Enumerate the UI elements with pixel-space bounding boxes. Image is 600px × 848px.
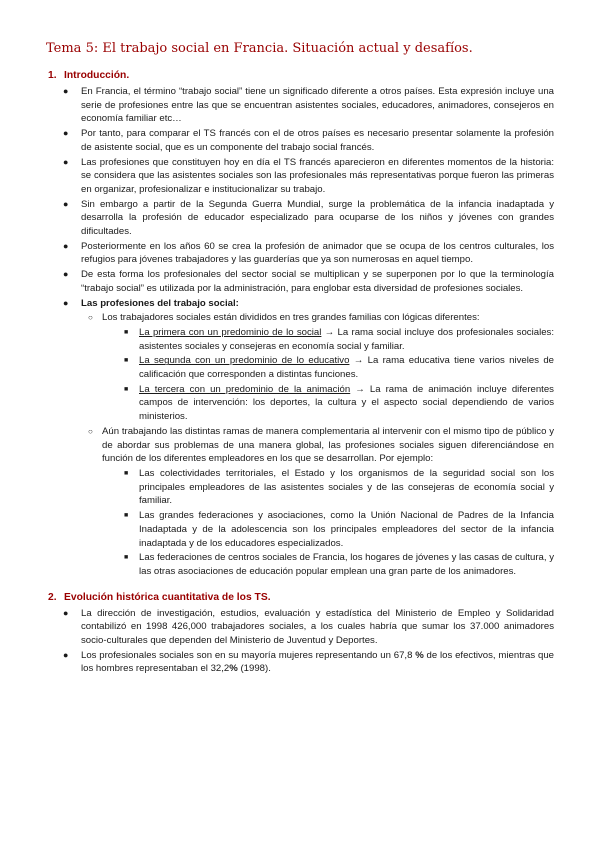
percent-sign: % — [229, 663, 238, 675]
square-bullet-icon: ■ — [124, 469, 129, 477]
list-item — [44, 383, 554, 424]
section-heading-introduccion — [48, 68, 554, 84]
section-number: 2. — [48, 591, 57, 603]
bullet-icon: ● — [63, 156, 69, 167]
square-bullet-icon: ■ — [124, 357, 129, 365]
list-item — [44, 127, 554, 154]
list-item-text: Las federaciones de centros sociales de Francia, los hogares de jóvenes y las casas de cultura, y las otras asociaciones de educación popular emplean una gran parte de los animadores. — [139, 552, 554, 577]
square-bullet-icon: ■ — [124, 554, 129, 562]
family-name: La tercera con un predominio de la animación — [139, 383, 351, 395]
list-item — [44, 607, 554, 648]
bullet-icon: ● — [63, 240, 69, 251]
bullet-icon: ● — [63, 128, 69, 139]
document-title: Tema 5: El trabajo social en Francia. Situación actual y desafíos. — [46, 41, 473, 56]
bullet-icon: ● — [63, 649, 69, 660]
list-item-text: Posteriormente en los años 60 se crea la profesión de animador que se ocupa de los centros culturales, los refugios para jóvenes trabajadores y las guarderías que ya son numerosas en aquel tiempo. — [81, 240, 554, 266]
family-description: → La rama de animación incluye diferentes campos de intervención: los deportes, la cultura y el aspecto social dependiendo de varios ministerios. — [139, 383, 554, 423]
list-item-text: Las profesiones que constituyen hoy en día el TS francés aparecieron en diferentes momentos de la historia: se considera que las asistentes sociales son las profesionales más representativas porque fueron las primeras en organizar, profesionalizar e institucionalizar su trabajo. — [81, 156, 554, 195]
percent-sign: % — [415, 649, 424, 661]
section-number: 1. — [48, 70, 57, 81]
employers-list — [44, 467, 554, 579]
subsection-heading-text: Las profesiones del trabajo social: — [81, 297, 239, 309]
bullet-icon: ● — [63, 86, 69, 96]
list-item — [44, 551, 554, 578]
list-item — [44, 354, 554, 381]
section-heading-text: Introducción. — [64, 70, 130, 81]
families-list — [44, 326, 554, 424]
evolution-list — [44, 607, 554, 677]
list-item-text: Las grandes federaciones y asociaciones, como la Unión Nacional de Padres de la Infancia Inadaptada y de la adolescencia son los principales empleadores del sector de la infancia inadaptada y de los educadores especializados. — [139, 510, 554, 549]
employers-intro-list — [44, 425, 554, 466]
list-item-text: De esta forma los profesionales del sector social se multiplican y se superponen por lo que la terminología “trabajo social” es utilizada por la administración, para englobar esta diversidad de profesiones sociales. — [81, 269, 554, 294]
list-item-text: Por tanto, para comparar el TS francés con el de otros países es necesario presentar solamente la profesión de asistente social, que es un componente del trabajo social francés. — [81, 128, 554, 153]
bullet-icon: ● — [63, 607, 69, 618]
family-name: La segunda con un predominio de lo educativo — [139, 355, 350, 367]
circle-bullet-icon: ○ — [88, 426, 93, 436]
list-item — [44, 156, 554, 197]
list-item-text: La dirección de investigación, estudios, evaluación y estadística del Ministerio de Empleo y Solidaridad contabilizó en 1998 426,000 trabajadores sociales, a los cuales habría que sumar los 37.000 animadores socio-culturales que dependen del Ministerio de Juventud y Deportes. — [81, 607, 554, 647]
list-item — [44, 425, 554, 466]
list-item — [44, 240, 554, 267]
list-item — [44, 268, 554, 295]
family-description: → La rama social incluye dos profesionales sociales: asistentes sociales y consejeras en economía social y familiar. — [139, 326, 554, 352]
bullet-icon: ● — [63, 297, 69, 308]
list-item-text: Sin embargo a partir de la Segunda Guerra Mundial, surge la problemática de la infancia inadaptada y desarrolla la profesión de educador especializado para ocuparse de los niños y jóvenes con grandes dificultades. — [81, 198, 554, 238]
square-bullet-icon: ■ — [124, 512, 129, 520]
section-heading-text: Evolución histórica cuantitativa de los TS. — [64, 591, 271, 603]
list-item-text: (1998). — [237, 663, 271, 675]
section-gap — [44, 580, 554, 590]
list-item — [44, 326, 554, 353]
square-bullet-icon: ■ — [124, 328, 129, 336]
circle-bullet-icon: ○ — [88, 313, 93, 323]
list-item-text: Aún trabajando las distintas ramas de manera complementaria al intervenir con el mismo tipo de público y de abordar sus problemas de una manera global, las profesiones sociales siguen diferenciándose en función de los diferentes empleadores en los que se desarrollan. Por ejemplo: — [102, 425, 554, 465]
list-item-text: Los profesionales sociales son en su mayoría mujeres representando un 67,8 — [81, 649, 416, 661]
list-item — [44, 649, 554, 676]
square-bullet-icon: ■ — [124, 385, 129, 393]
list-item — [44, 311, 554, 325]
subsection-heading — [44, 297, 554, 311]
list-item-text: Las colectividades territoriales, el Estado y los organismos de la seguridad social son los principales empleadores de las asistentes sociales y de las consejeras de economía social y familiar. — [139, 467, 554, 507]
professions-list — [44, 311, 554, 325]
intro-list — [44, 85, 554, 310]
bullet-icon: ● — [63, 198, 69, 209]
list-item-text: de los efectivos, mientras que los hombres representaban el 32,2 — [81, 649, 554, 675]
family-description: → La rama educativa tiene varios niveles de calificación que corresponden a distintas funciones. — [139, 355, 554, 381]
list-item — [44, 85, 554, 126]
list-item — [44, 467, 554, 508]
family-name: La primera con un predominio de lo social — [139, 326, 322, 338]
bullet-icon: ● — [63, 269, 69, 280]
list-item — [44, 509, 554, 550]
list-item — [44, 198, 554, 239]
list-item-text: Los trabajadores sociales están divididos en tres grandes familias con lógicas diferentes: — [102, 312, 480, 324]
section-heading-evolucion — [48, 590, 554, 606]
list-item-text: En Francia, el término “trabajo social” tiene un significado diferente a otros países. Esta expresión incluye una serie de profesiones entre las que se encuentran asistentes sociales, educadores, animadores, consejeros en economía familiar etc… — [81, 86, 554, 125]
